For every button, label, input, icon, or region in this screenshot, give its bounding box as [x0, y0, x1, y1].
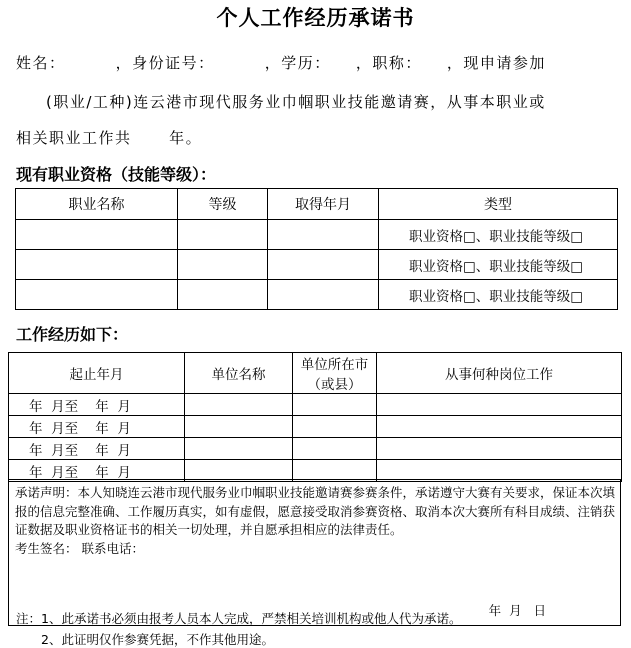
type-cell[interactable]: 职业资格□、职业技能等级□	[379, 220, 618, 250]
header-position: 从事何种岗位工作	[377, 353, 622, 394]
employer-city-cell[interactable]	[293, 416, 377, 438]
promise-cell	[9, 480, 621, 626]
obtained-date-cell[interactable]	[268, 220, 379, 250]
promise-table	[8, 479, 621, 626]
occupation-name-cell[interactable]	[16, 220, 178, 250]
employer-cell[interactable]	[185, 416, 293, 438]
obtained-date-cell[interactable]	[268, 250, 379, 280]
header-obtained-date: 取得年月	[268, 189, 379, 220]
signature-line: 考生签名： 联系电话：	[15, 540, 144, 556]
header-period: 起止年月	[9, 353, 185, 394]
signature-date: 年 月 日	[488, 603, 546, 618]
type-cell[interactable]: 职业资格□、职业技能等级□	[379, 250, 618, 280]
obtained-date-cell[interactable]	[268, 280, 379, 310]
level-cell[interactable]	[178, 220, 268, 250]
intro-line-2: (职业/工种)连云港市现代服务业巾帼职业技能邀请赛，从事本职业或	[46, 93, 546, 111]
period-cell[interactable]: 年 月至 年 月	[9, 394, 185, 416]
note-2: 2、此证明仅作参赛凭据，不作其他用途。	[41, 632, 274, 647]
intro-line-1: 姓名： ，身份证号： ，学历： ，职称： ，现申请参加	[16, 54, 546, 72]
employer-city-cell[interactable]	[293, 438, 377, 460]
intro-line-3: 相关职业工作共 年。	[16, 129, 203, 147]
position-cell[interactable]	[377, 438, 622, 460]
period-cell[interactable]: 年 月至 年 月	[9, 438, 185, 460]
promise-row	[9, 480, 621, 626]
occupation-name-cell[interactable]	[16, 250, 178, 280]
promise-statement: 承诺声明：本人知晓连云港市现代服务业巾帼职业技能邀请赛参赛条件，承诺遵守大赛有关要求，保证本次填报的信息完整准确、工作履历真实，如有虚假，愿意接受取消参赛资格、取消本次大赛所有科目成绩、注销获证数据及职业资格证书的相关一切处理，并自愿承担相应的法律责任。	[15, 485, 616, 537]
level-cell[interactable]	[178, 280, 268, 310]
position-cell[interactable]	[377, 394, 622, 416]
employer-cell[interactable]	[185, 438, 293, 460]
header-type: 类型	[379, 189, 618, 220]
level-cell[interactable]	[178, 250, 268, 280]
header-level: 等级	[178, 189, 268, 220]
work-row	[9, 394, 622, 416]
employer-cell[interactable]	[185, 394, 293, 416]
period-cell[interactable]: 年 月至 年 月	[9, 416, 185, 438]
work-history-table	[8, 352, 622, 482]
qualifications-heading: 现有职业资格（技能等级）：	[16, 165, 217, 184]
header-occupation-name: 职业名称	[16, 189, 178, 220]
note-1: 注：1、此承诺书必须由报考人员本人完成，严禁相关培训机构或他人代为承诺。	[16, 611, 462, 626]
header-employer: 单位名称	[185, 353, 293, 394]
employer-city-cell[interactable]	[293, 394, 377, 416]
qualification-row	[16, 220, 618, 250]
qualifications-table	[15, 188, 618, 310]
occupation-name-cell[interactable]	[16, 280, 178, 310]
qualification-row	[16, 280, 618, 310]
position-cell[interactable]	[377, 416, 622, 438]
work-row	[9, 438, 622, 460]
qualifications-header-row	[16, 189, 618, 220]
header-employer-city: 单位所在市（或县）	[293, 353, 377, 394]
qualification-row	[16, 250, 618, 280]
period-cell[interactable]: 年 月至 年 月	[9, 460, 185, 482]
type-cell[interactable]: 职业资格□、职业技能等级□	[379, 280, 618, 310]
work-header-row	[9, 353, 622, 394]
work-heading: 工作经历如下：	[16, 325, 129, 344]
document-title: 个人工作经历承诺书	[216, 5, 415, 30]
work-row	[9, 416, 622, 438]
